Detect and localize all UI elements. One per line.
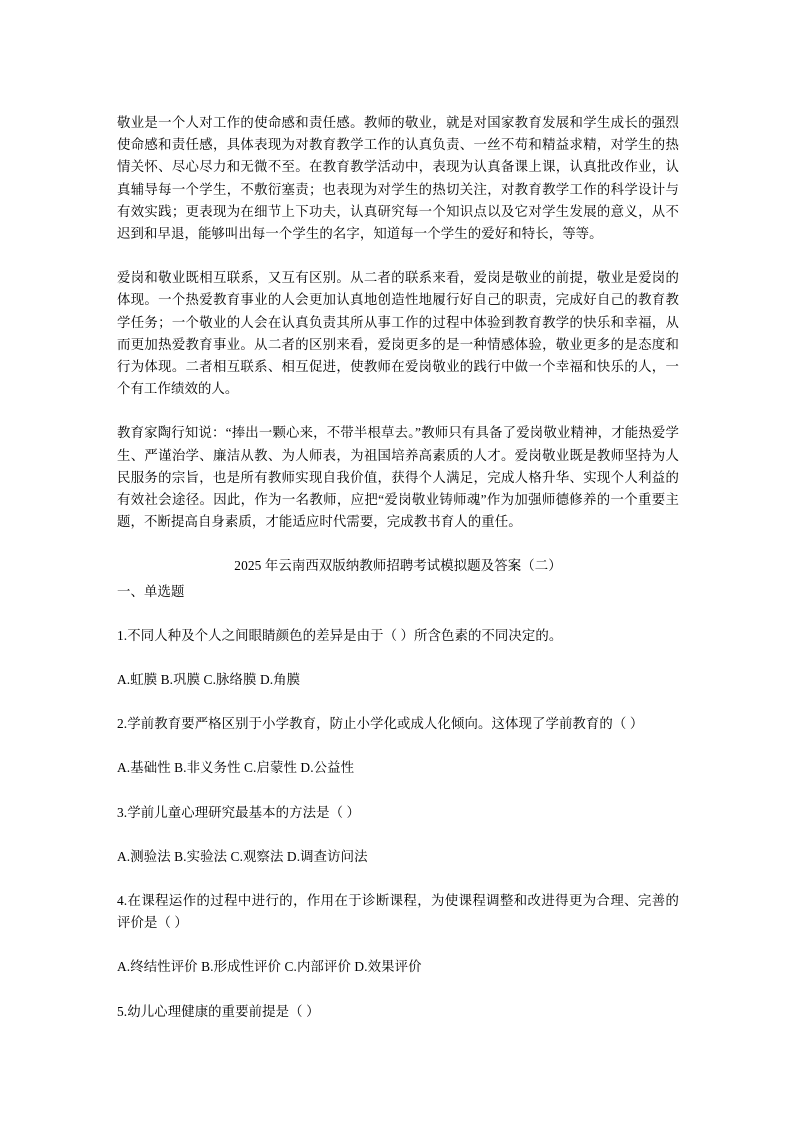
question-stem-1: 1.不同人种及个人之间眼睛颜色的差异是由于（ ）所含色素的不同决定的。 bbox=[117, 627, 563, 643]
body-paragraph-3: 教育家陶行知说：“捧出一颗心来，不带半根草去。”教师只有具备了爱岗敬业精神，才能热爱学生、严谨治学、廉洁从教、为人师表，为祖国培养高素质的人才。爱岗敬业既是教师坚持为人民服务的宗旨，也是所有教师实现自我价值，获得个人满足，完成人格升华、实现个人利益的有效社会途径。因此，作为一名教师，应把“爱岗敬业铸师魂”作为加强师德修养的一个重要主题，不断提高自身素质，才能适应时代需要，完成教书育人的重任。 bbox=[117, 425, 679, 530]
question-stem-2: 2.学前教育要严格区别于小学教育，防止小学化或成人化倾向。这体现了学前教育的（ ） bbox=[117, 716, 644, 732]
question-options-1: A.虹膜 B.巩膜 C.脉络膜 D.角膜 bbox=[117, 672, 301, 688]
question-stem-4: 4.在课程运作的过程中进行的，作用在于诊断课程，为使课程调整和改进得更为合理、完善的评价是（ ） bbox=[117, 893, 679, 931]
exam-title: 2025 年云南西双版纳教师招聘考试模拟题及答案（二） bbox=[234, 558, 562, 574]
section-heading-single-choice: 一、单选题 bbox=[117, 583, 185, 599]
document-content bbox=[117, 112, 679, 1045]
body-paragraph-2: 爱岗和敬业既相互联系，又互有区别。从二者的联系来看，爱岗是敬业的前提，敬业是爱岗的体现。一个热爱教育事业的人会更加认真地创造性地履行好自己的职责，完成好自己的教育教学任务；一个敬业的人会在认真负责其所从事工作的过程中体验到教育教学的快乐和幸福，从而更加热爱教育事业。从二者的区别来看，爱岗更多的是一种情感体验，敬业更多的是态度和行为体现。二者相互联系、相互促进，使教师在爱岗敬业的践行中做一个幸福和快乐的人，一个有工作绩效的人。 bbox=[117, 270, 679, 397]
question-options-2: A.基础性 B.非义务性 C.启蒙性 D.公益性 bbox=[117, 760, 355, 776]
question-stem-5: 5.幼儿心理健康的重要前提是（ ） bbox=[117, 1003, 320, 1019]
question-options-3: A.测验法 B.实验法 C.观察法 D.调查访问法 bbox=[117, 848, 368, 864]
body-paragraph-1: 敬业是一个人对工作的使命感和责任感。教师的敬业，就是对国家教育发展和学生成长的强烈使命感和责任感，具体表现为对教育教学工作的认真负责、一丝不苟和精益求精，对学生的热情关怀、尽心尽力和无微不至。在教育教学活动中，表现为认真备课上课，认真批改作业，认真辅导每一个学生，不敷衍塞责；也表现为对学生的热切关注，对教育教学工作的科学设计与有效实践；更表现为在细节上下功夫，认真研究每一个知识点以及它对学生发展的意义，从不迟到和早退，能够叫出每一个学生的名字，知道每一个学生的爱好和特长，等等。 bbox=[117, 115, 679, 242]
question-options-4: A.终结性评价 B.形成性评价 C.内部评价 D.效果评价 bbox=[117, 959, 422, 975]
question-stem-3: 3.学前儿童心理研究最基本的方法是（ ） bbox=[117, 804, 361, 820]
